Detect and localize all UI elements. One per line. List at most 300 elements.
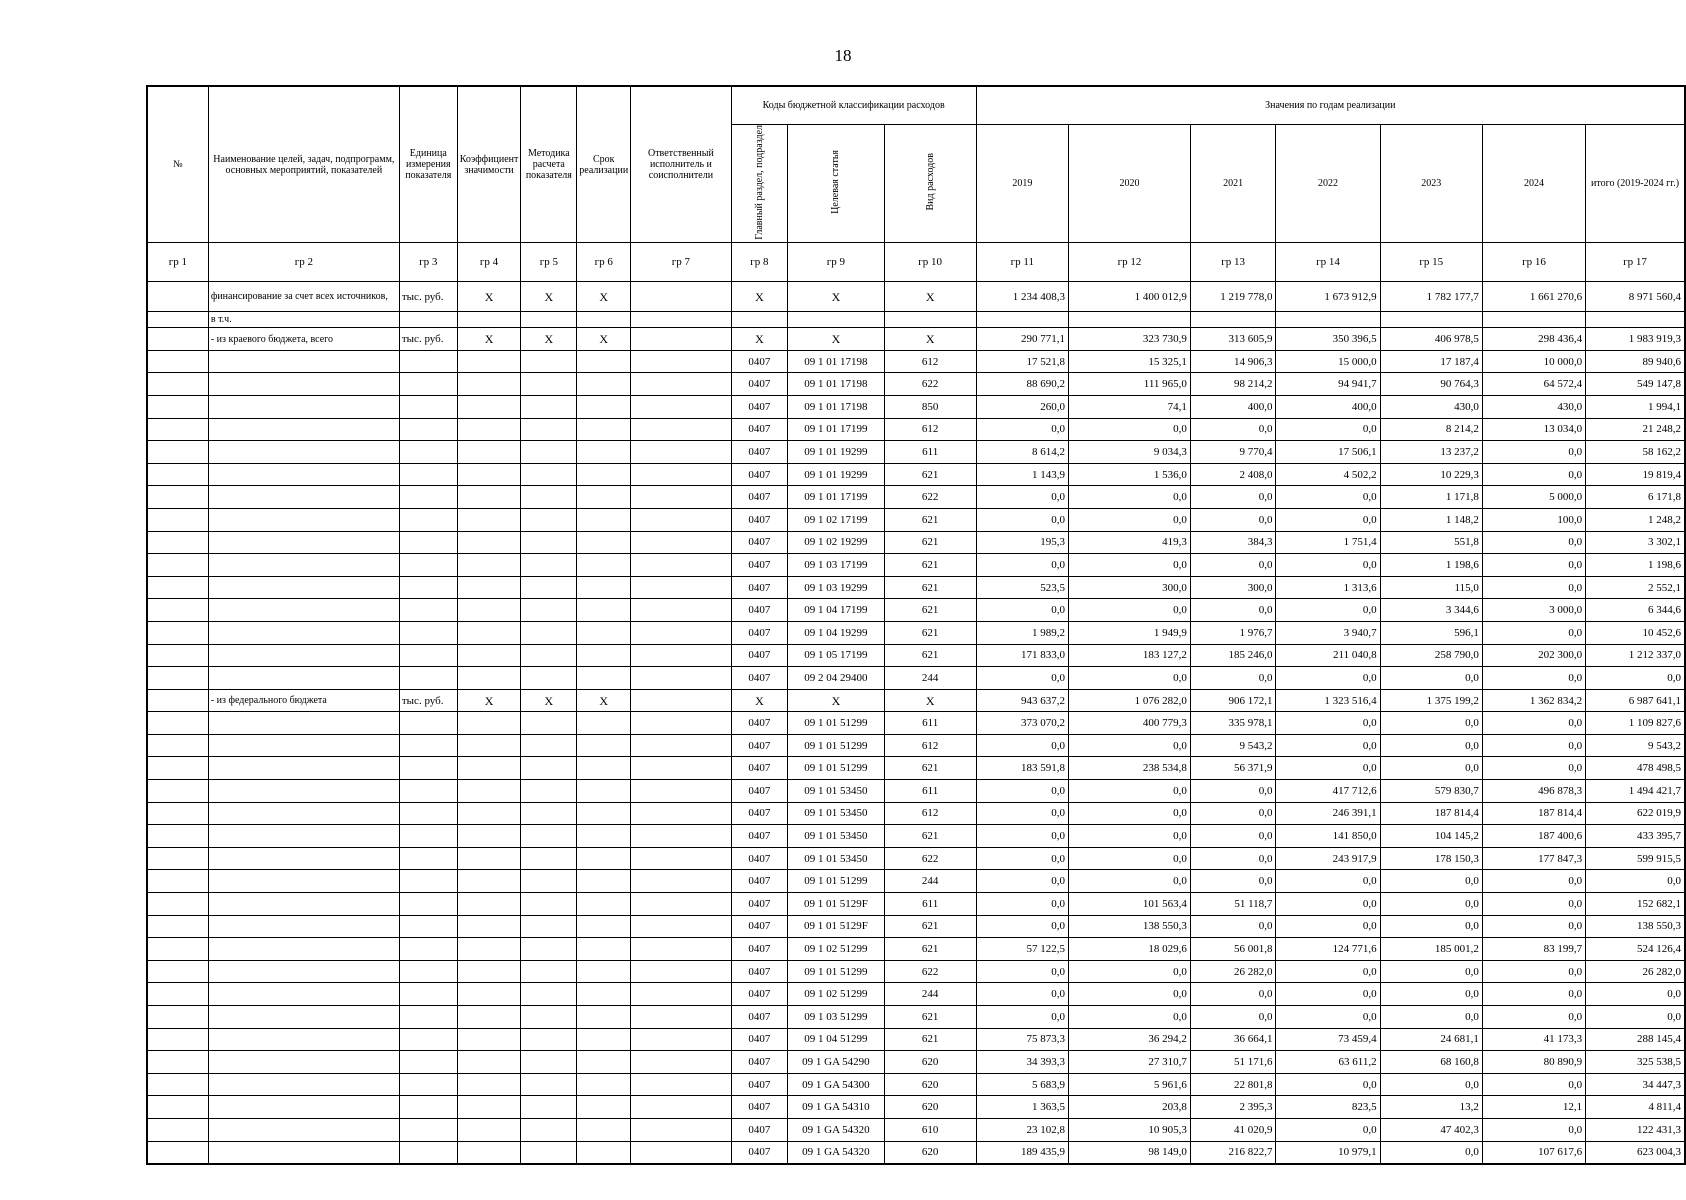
table-row bbox=[147, 328, 1685, 351]
table-cell: 611 bbox=[884, 893, 976, 916]
table-cell: 0,0 bbox=[976, 802, 1068, 825]
table-cell bbox=[399, 599, 457, 622]
table-cell bbox=[399, 915, 457, 938]
table-cell: 216 822,7 bbox=[1190, 1141, 1276, 1164]
table-cell: 73 459,4 bbox=[1276, 1028, 1380, 1051]
table-cell: 906 172,1 bbox=[1190, 689, 1276, 712]
table-cell: 1 989,2 bbox=[976, 621, 1068, 644]
table-cell: 0,0 bbox=[1482, 893, 1585, 916]
table-cell bbox=[521, 508, 577, 531]
table-cell bbox=[208, 486, 399, 509]
table-cell bbox=[147, 960, 208, 983]
table-cell: 335 978,1 bbox=[1190, 712, 1276, 735]
table-cell: 0407 bbox=[731, 395, 787, 418]
header-code-target: Целевая статья bbox=[788, 124, 885, 243]
table-cell: 0,0 bbox=[976, 486, 1068, 509]
table-cell bbox=[631, 1051, 731, 1074]
table-cell: 0407 bbox=[731, 350, 787, 373]
table-cell bbox=[631, 1118, 731, 1141]
column-number: гр 4 bbox=[457, 243, 521, 282]
table-cell bbox=[1380, 312, 1482, 328]
table-cell bbox=[521, 373, 577, 396]
table-cell bbox=[208, 780, 399, 803]
header-total: итого (2019-2024 гг.) bbox=[1586, 124, 1685, 243]
table-cell: 1 076 282,0 bbox=[1069, 689, 1191, 712]
table-cell bbox=[884, 312, 976, 328]
table-row bbox=[147, 712, 1685, 735]
table-cell: 621 bbox=[884, 1006, 976, 1029]
table-cell bbox=[208, 915, 399, 938]
table-cell bbox=[577, 531, 631, 554]
table-cell: 0,0 bbox=[1482, 734, 1585, 757]
table-cell bbox=[457, 1028, 521, 1051]
table-cell bbox=[208, 893, 399, 916]
table-cell: 400,0 bbox=[1190, 395, 1276, 418]
table-cell: 1 109 827,6 bbox=[1586, 712, 1685, 735]
table-cell: 0,0 bbox=[1380, 1073, 1482, 1096]
table-cell bbox=[208, 870, 399, 893]
table-cell bbox=[399, 441, 457, 464]
table-cell: 0407 bbox=[731, 644, 787, 667]
table-cell bbox=[631, 576, 731, 599]
table-cell bbox=[788, 312, 885, 328]
table-cell: 1 673 912,9 bbox=[1276, 282, 1380, 312]
table-cell: 4 502,2 bbox=[1276, 463, 1380, 486]
table-cell: 400,0 bbox=[1276, 395, 1380, 418]
table-cell: 0,0 bbox=[1069, 960, 1191, 983]
table-cell bbox=[399, 847, 457, 870]
table-cell bbox=[457, 486, 521, 509]
table-cell: X bbox=[788, 282, 885, 312]
table-row bbox=[147, 734, 1685, 757]
table-cell bbox=[457, 847, 521, 870]
table-cell: 0,0 bbox=[976, 915, 1068, 938]
table-cell bbox=[577, 938, 631, 961]
table-cell bbox=[457, 350, 521, 373]
table-cell: X bbox=[731, 328, 787, 351]
table-cell bbox=[577, 870, 631, 893]
table-cell: 12,1 bbox=[1482, 1096, 1585, 1119]
table-cell: 0407 bbox=[731, 960, 787, 983]
table-cell bbox=[457, 312, 521, 328]
table-cell: 1 949,9 bbox=[1069, 621, 1191, 644]
table-cell: 549 147,8 bbox=[1586, 373, 1685, 396]
table-cell bbox=[208, 983, 399, 1006]
table-cell bbox=[147, 508, 208, 531]
table-cell bbox=[457, 915, 521, 938]
table-cell: 09 1 01 19299 bbox=[788, 441, 885, 464]
table-cell: 0,0 bbox=[1482, 960, 1585, 983]
table-cell: 17 187,4 bbox=[1380, 350, 1482, 373]
table-cell: 6 171,8 bbox=[1586, 486, 1685, 509]
table-cell: 1 782 177,7 bbox=[1380, 282, 1482, 312]
table-cell: 122 431,3 bbox=[1586, 1118, 1685, 1141]
table-cell: 0407 bbox=[731, 486, 787, 509]
table-cell: 430,0 bbox=[1482, 395, 1585, 418]
table-cell: 0,0 bbox=[1276, 667, 1380, 690]
table-cell: 0407 bbox=[731, 1141, 787, 1164]
table-cell bbox=[577, 1141, 631, 1164]
table-cell bbox=[577, 667, 631, 690]
table-cell: 09 1 04 51299 bbox=[788, 1028, 885, 1051]
table-cell: 0407 bbox=[731, 441, 787, 464]
table-cell: 10 000,0 bbox=[1482, 350, 1585, 373]
table-cell: 0,0 bbox=[1069, 554, 1191, 577]
table-cell: 478 498,5 bbox=[1586, 757, 1685, 780]
table-cell: 51 171,6 bbox=[1190, 1051, 1276, 1074]
column-number: гр 7 bbox=[631, 243, 731, 282]
table-cell: 0,0 bbox=[1276, 870, 1380, 893]
table-cell bbox=[577, 576, 631, 599]
table-cell bbox=[457, 802, 521, 825]
table-cell: 621 bbox=[884, 599, 976, 622]
table-cell: 13 237,2 bbox=[1380, 441, 1482, 464]
table-cell: 6 344,6 bbox=[1586, 599, 1685, 622]
table-cell bbox=[521, 599, 577, 622]
table-cell: 187 400,6 bbox=[1482, 825, 1585, 848]
table-cell: финансирование за счет всех источников, bbox=[208, 282, 399, 312]
table-cell: 09 1 GA 54300 bbox=[788, 1073, 885, 1096]
table-cell: 0,0 bbox=[1276, 486, 1380, 509]
table-cell: 0,0 bbox=[1586, 983, 1685, 1006]
column-number: гр 3 bbox=[399, 243, 457, 282]
table-cell bbox=[631, 486, 731, 509]
table-cell bbox=[208, 373, 399, 396]
table-cell: 1 171,8 bbox=[1380, 486, 1482, 509]
table-cell: 260,0 bbox=[976, 395, 1068, 418]
table-cell: 9 543,2 bbox=[1586, 734, 1685, 757]
header-code-section: Главный раздел, подраздел bbox=[731, 124, 787, 243]
table-row bbox=[147, 1006, 1685, 1029]
table-cell: 0,0 bbox=[976, 418, 1068, 441]
table-cell: 0,0 bbox=[1069, 667, 1191, 690]
table-cell: 14 906,3 bbox=[1190, 350, 1276, 373]
table-cell: 63 611,2 bbox=[1276, 1051, 1380, 1074]
table-cell bbox=[399, 418, 457, 441]
table-row bbox=[147, 463, 1685, 486]
table-cell bbox=[577, 644, 631, 667]
table-cell bbox=[399, 531, 457, 554]
table-cell: в т.ч. bbox=[208, 312, 399, 328]
table-cell: 0,0 bbox=[1380, 870, 1482, 893]
table-row bbox=[147, 983, 1685, 1006]
table-cell bbox=[631, 893, 731, 916]
header-year-2020: 2020 bbox=[1069, 124, 1191, 243]
table-cell: 1 313,6 bbox=[1276, 576, 1380, 599]
table-cell bbox=[631, 915, 731, 938]
table-cell: 0,0 bbox=[1190, 554, 1276, 577]
table-cell: - из краевого бюджета, всего bbox=[208, 328, 399, 351]
table-cell: 6 987 641,1 bbox=[1586, 689, 1685, 712]
table-cell: 0,0 bbox=[1482, 1006, 1585, 1029]
table-cell: 17 521,8 bbox=[976, 350, 1068, 373]
table-cell bbox=[147, 282, 208, 312]
table-cell: 621 bbox=[884, 938, 976, 961]
table-cell: 0,0 bbox=[1069, 734, 1191, 757]
table-cell: 98 214,2 bbox=[1190, 373, 1276, 396]
table-cell bbox=[631, 1141, 731, 1164]
table-cell bbox=[147, 373, 208, 396]
table-cell bbox=[577, 373, 631, 396]
table-cell: 88 690,2 bbox=[976, 373, 1068, 396]
table-cell bbox=[147, 870, 208, 893]
table-row bbox=[147, 870, 1685, 893]
table-cell: 0,0 bbox=[1190, 802, 1276, 825]
table-cell: 0,0 bbox=[1190, 599, 1276, 622]
table-cell bbox=[147, 1006, 208, 1029]
table-cell: 298 436,4 bbox=[1482, 328, 1585, 351]
table-cell: 850 bbox=[884, 395, 976, 418]
table-cell: 0,0 bbox=[1276, 983, 1380, 1006]
table-cell: 417 712,6 bbox=[1276, 780, 1380, 803]
table-cell: 57 122,5 bbox=[976, 938, 1068, 961]
table-cell bbox=[208, 734, 399, 757]
table-cell: 0,0 bbox=[1190, 847, 1276, 870]
table-cell bbox=[577, 825, 631, 848]
table-cell: 0,0 bbox=[1276, 418, 1380, 441]
table-cell bbox=[457, 825, 521, 848]
table-cell bbox=[521, 870, 577, 893]
table-cell: 0407 bbox=[731, 1073, 787, 1096]
table-cell bbox=[399, 938, 457, 961]
table-cell bbox=[457, 1051, 521, 1074]
table-cell bbox=[457, 734, 521, 757]
table-cell bbox=[147, 576, 208, 599]
table-cell: 09 1 01 5129F bbox=[788, 893, 885, 916]
table-cell: 26 282,0 bbox=[1190, 960, 1276, 983]
table-cell: 290 771,1 bbox=[976, 328, 1068, 351]
table-cell: 1 363,5 bbox=[976, 1096, 1068, 1119]
table-cell: 0407 bbox=[731, 418, 787, 441]
table-cell: 0407 bbox=[731, 734, 787, 757]
table-cell: 5 000,0 bbox=[1482, 486, 1585, 509]
table-cell: 187 814,4 bbox=[1482, 802, 1585, 825]
table-cell: 0,0 bbox=[1190, 983, 1276, 1006]
table-cell: 2 395,3 bbox=[1190, 1096, 1276, 1119]
table-cell: 09 2 04 29400 bbox=[788, 667, 885, 690]
table-cell: 1 212 337,0 bbox=[1586, 644, 1685, 667]
table-row bbox=[147, 667, 1685, 690]
table-cell bbox=[208, 825, 399, 848]
table-cell bbox=[631, 870, 731, 893]
table-cell bbox=[631, 373, 731, 396]
table-cell: 0407 bbox=[731, 373, 787, 396]
table-cell: 09 1 01 51299 bbox=[788, 734, 885, 757]
table-cell: 09 1 01 17199 bbox=[788, 418, 885, 441]
table-cell: 0407 bbox=[731, 893, 787, 916]
table-cell bbox=[208, 350, 399, 373]
table-cell bbox=[147, 757, 208, 780]
table-cell bbox=[577, 441, 631, 464]
table-cell: 323 730,9 bbox=[1069, 328, 1191, 351]
table-cell bbox=[577, 1051, 631, 1074]
table-cell: 0,0 bbox=[1482, 441, 1585, 464]
table-cell bbox=[147, 825, 208, 848]
table-cell: X bbox=[577, 282, 631, 312]
table-cell: X bbox=[577, 328, 631, 351]
table-cell bbox=[577, 1028, 631, 1051]
table-cell bbox=[521, 1118, 577, 1141]
table-cell bbox=[631, 463, 731, 486]
table-cell bbox=[208, 960, 399, 983]
table-cell bbox=[399, 825, 457, 848]
table-cell bbox=[147, 689, 208, 712]
table-cell: 611 bbox=[884, 441, 976, 464]
table-cell: X bbox=[457, 689, 521, 712]
table-cell: 47 402,3 bbox=[1380, 1118, 1482, 1141]
table-cell bbox=[631, 802, 731, 825]
table-cell: 430,0 bbox=[1380, 395, 1482, 418]
table-cell: 0,0 bbox=[1276, 1006, 1380, 1029]
header-year-2021: 2021 bbox=[1190, 124, 1276, 243]
table-cell bbox=[521, 463, 577, 486]
table-cell: 75 873,3 bbox=[976, 1028, 1068, 1051]
header-no: № bbox=[147, 86, 208, 243]
table-cell: 621 bbox=[884, 915, 976, 938]
table-cell bbox=[147, 1028, 208, 1051]
header-responsible: Ответственный исполнитель и соисполнители bbox=[631, 86, 731, 243]
table-cell bbox=[631, 508, 731, 531]
table-cell: 0,0 bbox=[1276, 960, 1380, 983]
table-cell bbox=[147, 554, 208, 577]
table-cell: 13,2 bbox=[1380, 1096, 1482, 1119]
table-cell: 0,0 bbox=[976, 508, 1068, 531]
table-cell: 09 1 03 51299 bbox=[788, 1006, 885, 1029]
table-cell: 9 034,3 bbox=[1069, 441, 1191, 464]
table-cell: 0407 bbox=[731, 825, 787, 848]
table-cell bbox=[577, 893, 631, 916]
column-number: гр 6 bbox=[577, 243, 631, 282]
table-cell bbox=[521, 531, 577, 554]
table-cell bbox=[521, 395, 577, 418]
table-cell bbox=[521, 312, 577, 328]
page-number: 18 bbox=[834, 46, 852, 65]
table-cell: 10 905,3 bbox=[1069, 1118, 1191, 1141]
table-cell: 09 1 04 17199 bbox=[788, 599, 885, 622]
table-cell: 258 790,0 bbox=[1380, 644, 1482, 667]
table-cell bbox=[399, 1118, 457, 1141]
table-cell bbox=[147, 441, 208, 464]
table-cell bbox=[147, 734, 208, 757]
table-cell: 0,0 bbox=[976, 960, 1068, 983]
table-cell bbox=[399, 757, 457, 780]
header-year-2023: 2023 bbox=[1380, 124, 1482, 243]
table-cell bbox=[457, 531, 521, 554]
table-row bbox=[147, 847, 1685, 870]
table-cell: 58 162,2 bbox=[1586, 441, 1685, 464]
table-cell bbox=[457, 621, 521, 644]
table-cell: 621 bbox=[884, 554, 976, 577]
table-cell bbox=[208, 531, 399, 554]
table-cell bbox=[521, 418, 577, 441]
table-cell: 09 1 03 19299 bbox=[788, 576, 885, 599]
table-cell: 1 494 421,7 bbox=[1586, 780, 1685, 803]
table-cell bbox=[577, 463, 631, 486]
table-cell bbox=[631, 1006, 731, 1029]
table-cell: 0,0 bbox=[1069, 1006, 1191, 1029]
table-cell: 0,0 bbox=[1482, 1118, 1585, 1141]
table-cell: 1 661 270,6 bbox=[1482, 282, 1585, 312]
table-cell bbox=[399, 734, 457, 757]
table-cell bbox=[631, 531, 731, 554]
table-cell bbox=[399, 1073, 457, 1096]
table-cell: 1 198,6 bbox=[1380, 554, 1482, 577]
table-cell bbox=[631, 712, 731, 735]
table-cell bbox=[631, 395, 731, 418]
table-cell: 94 941,7 bbox=[1276, 373, 1380, 396]
table-cell bbox=[577, 1006, 631, 1029]
table-cell bbox=[147, 395, 208, 418]
table-cell bbox=[147, 983, 208, 1006]
table-cell bbox=[208, 1073, 399, 1096]
table-cell: 1 362 834,2 bbox=[1482, 689, 1585, 712]
table-cell bbox=[457, 667, 521, 690]
table-cell: X bbox=[457, 282, 521, 312]
table-cell: 10 452,6 bbox=[1586, 621, 1685, 644]
table-cell bbox=[399, 983, 457, 1006]
table-cell: 1 400 012,9 bbox=[1069, 282, 1191, 312]
table-cell bbox=[147, 1141, 208, 1164]
table-cell bbox=[147, 1051, 208, 1074]
table-cell: 612 bbox=[884, 802, 976, 825]
table-cell: 09 1 GA 54320 bbox=[788, 1141, 885, 1164]
table-cell: 419,3 bbox=[1069, 531, 1191, 554]
table-cell: 177 847,3 bbox=[1482, 847, 1585, 870]
table-cell: тыс. руб. bbox=[399, 689, 457, 712]
header-year-values: Значения по годам реализации bbox=[976, 86, 1685, 124]
table-cell: 09 1 01 51299 bbox=[788, 870, 885, 893]
table-cell: 0,0 bbox=[976, 599, 1068, 622]
table-row bbox=[147, 1118, 1685, 1141]
table-cell: 596,1 bbox=[1380, 621, 1482, 644]
table-cell: 943 637,2 bbox=[976, 689, 1068, 712]
table-cell bbox=[399, 644, 457, 667]
table-cell bbox=[521, 1028, 577, 1051]
table-cell: 09 1 01 17198 bbox=[788, 373, 885, 396]
table-cell bbox=[208, 1141, 399, 1164]
table-cell: 0407 bbox=[731, 757, 787, 780]
table-cell: 34 393,3 bbox=[976, 1051, 1068, 1074]
table-cell bbox=[731, 312, 787, 328]
table-cell: 0,0 bbox=[1276, 757, 1380, 780]
table-row bbox=[147, 893, 1685, 916]
table-cell: 611 bbox=[884, 712, 976, 735]
table-cell bbox=[399, 554, 457, 577]
table-cell: 0,0 bbox=[1190, 1006, 1276, 1029]
table-cell: 0,0 bbox=[1069, 847, 1191, 870]
table-cell: 0,0 bbox=[1482, 1073, 1585, 1096]
table-cell: 51 118,7 bbox=[1190, 893, 1276, 916]
table-cell: 0,0 bbox=[1069, 983, 1191, 1006]
table-cell: 56 371,9 bbox=[1190, 757, 1276, 780]
table-cell: 0407 bbox=[731, 1028, 787, 1051]
table-cell bbox=[147, 802, 208, 825]
table-cell: 244 bbox=[884, 870, 976, 893]
table-cell bbox=[399, 712, 457, 735]
table-cell bbox=[521, 350, 577, 373]
table-cell: 0,0 bbox=[976, 825, 1068, 848]
table-row bbox=[147, 780, 1685, 803]
table-cell bbox=[208, 463, 399, 486]
table-row bbox=[147, 689, 1685, 712]
table-cell bbox=[577, 734, 631, 757]
table-cell bbox=[521, 667, 577, 690]
table-cell bbox=[577, 712, 631, 735]
table-cell: 1 994,1 bbox=[1586, 395, 1685, 418]
table-cell: 620 bbox=[884, 1051, 976, 1074]
table-cell: 1 219 778,0 bbox=[1190, 282, 1276, 312]
table-cell bbox=[208, 395, 399, 418]
